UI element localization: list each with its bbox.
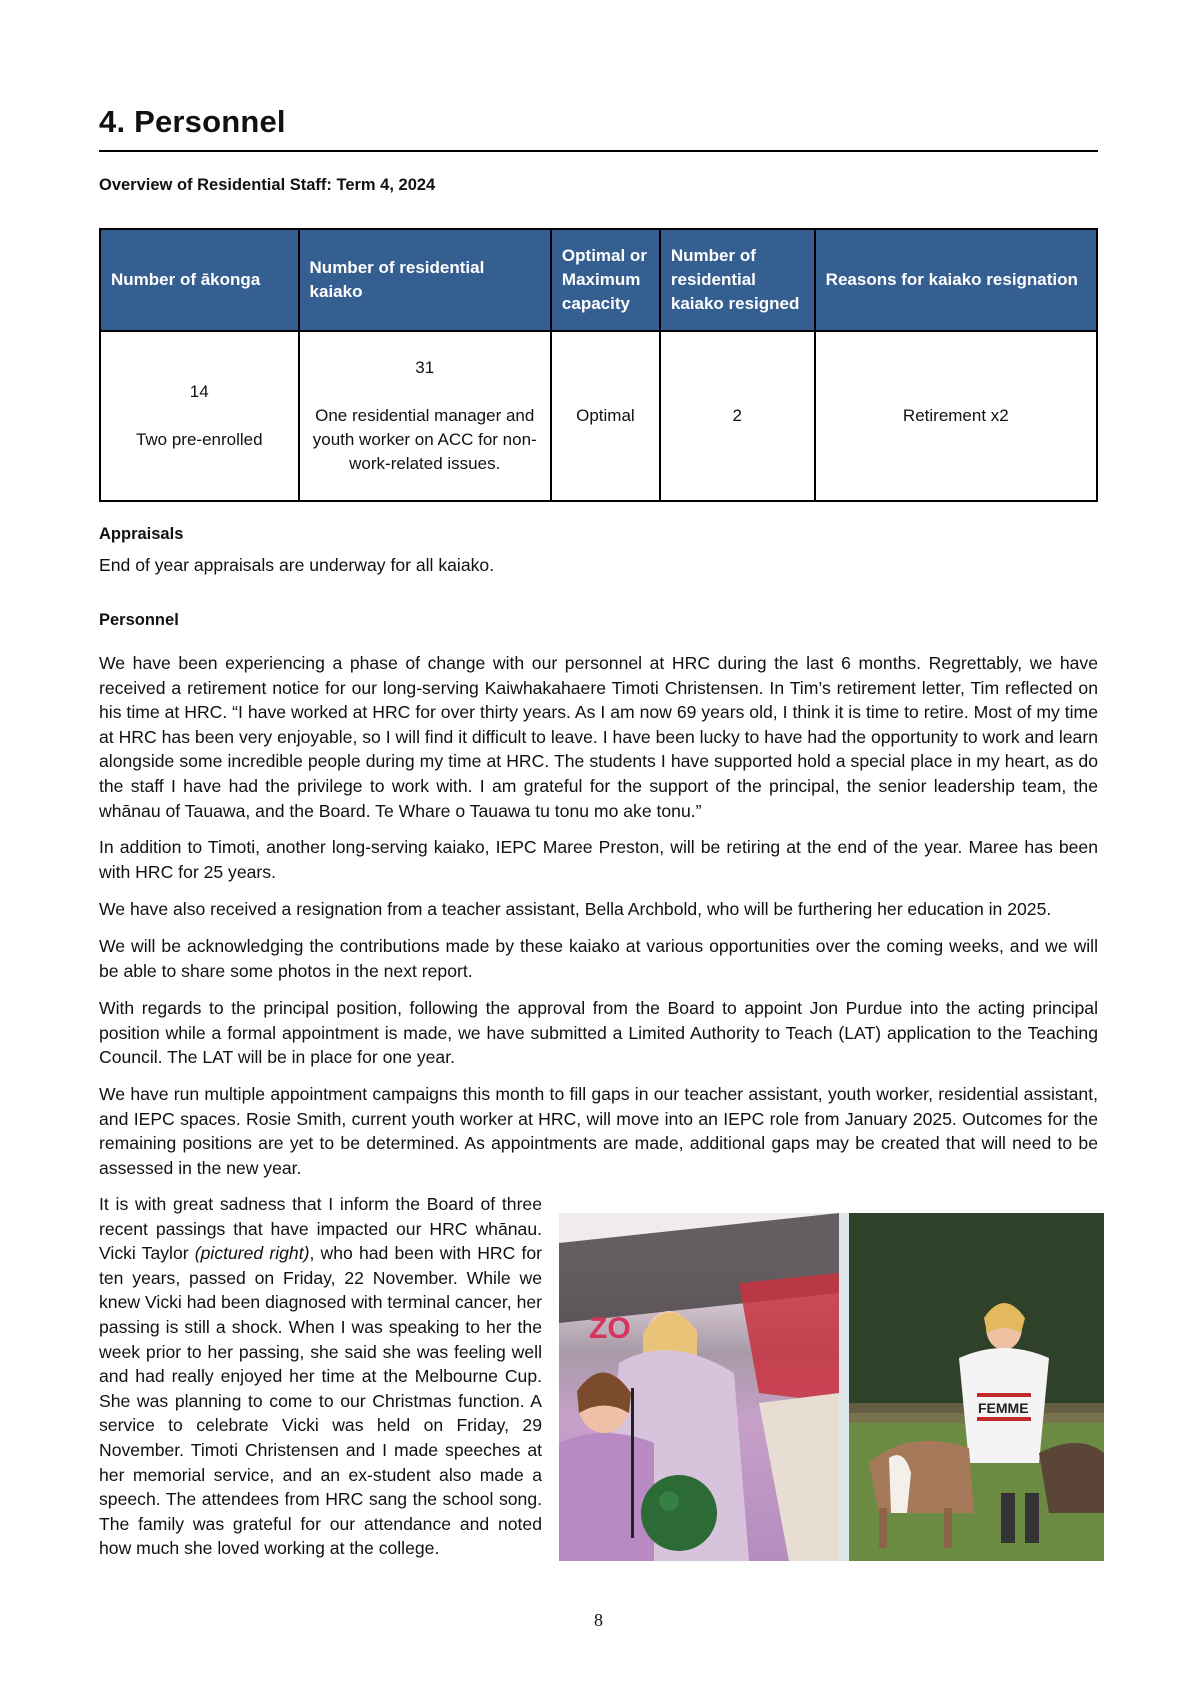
header-capacity: Optimal or Maximum capacity <box>551 229 660 331</box>
ponies-photo-illustration <box>849 1213 1104 1561</box>
akonga-note: Two pre-enrolled <box>135 430 263 449</box>
appraisals-text: End of year appraisals are underway for all kaiako. <box>99 555 495 575</box>
heading-rule <box>99 150 1098 152</box>
cell-kaiako <box>299 331 551 501</box>
cell-resigned: 2 <box>660 331 815 501</box>
cell-capacity: Optimal <box>551 331 660 501</box>
appraisals-heading: Appraisals <box>99 525 184 543</box>
header-residential-kaiako: Number of residential kaiako <box>299 229 551 331</box>
personnel-paragraph: With regards to the principal position, following the approval from the Board to appoint Jon Purdue into the acting principal position while a formal appointment is made, we have submitted a Limited Authority to Teach (LAT) application to the Teaching Council. The LAT will be in place for one year. <box>99 998 1098 1068</box>
photo-ponies <box>849 1213 1104 1561</box>
table-header-row <box>100 229 1097 331</box>
header-kaiako-resigned: Number of residential kaiako resigned <box>660 229 815 331</box>
page-number: 8 <box>594 1610 603 1630</box>
personnel-paragraph: We will be acknowledging the contributions made by these kaiako at various opportunities over the coming weeks, and we will be able to share some photos in the next report. <box>99 936 1098 981</box>
svg-text:ZO: ZO <box>589 1312 631 1345</box>
kaiako-count: 31 <box>415 358 435 377</box>
header-akonga: Number of ākonga <box>100 229 299 331</box>
shirt-text: FEMME <box>978 1400 1029 1416</box>
memorial-photos <box>559 1213 1104 1561</box>
personnel-paragraph: We have run multiple appointment campaigns this month to fill gaps in our teacher assistant, youth worker, residential assistant, and IEPC spaces. Rosie Smith, current youth worker at HRC, will move into an IEPC role from January 2025. Outcomes for the remaining positions are yet to be determined. As appointments are made, additional gaps may be created that will need to be assessed in the new year. <box>99 1084 1098 1178</box>
personnel-paragraph: We have also received a resignation from a teacher assistant, Bella Archbold, who will be furthering her education in 2025. <box>99 899 1052 919</box>
bowling-photo-illustration <box>559 1213 839 1561</box>
header-resignation-reasons: Reasons for kaiako resignation <box>815 229 1097 331</box>
table-row <box>100 331 1097 501</box>
personnel-paragraph: We have been experiencing a phase of change with our personnel at HRC during the last 6 months. Regrettably, we have received a retirement notice for our long-serving Kaiwhakahaere Timoti Christensen. In Tim’s retirement letter, Tim reflected on his time at HRC. “I have worked at HRC for over thirty years. As I am now 69 years old, I think it is time to retire. Most of my time at HRC has been very enjoyable, so I will find it difficult to leave. I have been lucky to have had the opportunity to work and learn alongside some incredible people during my time at HRC. The students I have supported hold a special place in my heart, as do the staff I have had the privilege to work with. I am grateful for the support of the principal, the senior leadership team, the whānau of Tauawa, and the Board. Te Whare o Tauawa tu tonu mo ake tonu.” <box>99 653 1098 821</box>
passing-paragraph <box>99 1192 542 1561</box>
photo-bowling <box>559 1213 839 1561</box>
passing-text-end: , who had been with HRC for ten years, passed on Friday, 22 November. While we knew Vicki had been diagnosed with terminal cancer, her passing is still a shock. When I was speaking to her the week prior to her passing, she said she was feeling well and had really enjoyed her time at the Melbourne Cup. She was planning to come to our Christmas function. A service to celebrate Vicki was held on Friday, 29 November. Timoti Christensen and I made speeches at her memorial service, and an ex-student also made a speech. The attendees from HRC sang the school song. The family was grateful for our attendance and noted how much she loved working at the college. <box>99 1243 543 1559</box>
cell-akonga <box>100 331 299 501</box>
akonga-count: 14 <box>189 382 209 401</box>
personnel-heading: Personnel <box>99 611 179 629</box>
overview-title: Overview of Residential Staff: Term 4, 2024 <box>99 176 436 194</box>
section-heading: 4. Personnel <box>99 104 286 139</box>
kaiako-note: One residential manager and youth worker on ACC for non-work-related issues. <box>312 406 537 473</box>
staff-overview-table <box>99 228 1098 502</box>
passing-text-start: It is with great sadness that I inform the Board of three recent passings that have impacted our HRC whānau. Vicki Taylor <box>99 1194 542 1264</box>
pictured-right-note: (pictured right) <box>194 1243 310 1264</box>
cell-reasons: Retirement x2 <box>815 331 1097 501</box>
personnel-paragraph: In addition to Timoti, another long-serving kaiako, IEPC Maree Preston, will be retiring at the end of the year. Maree has been with HRC for 25 years. <box>99 837 1098 882</box>
